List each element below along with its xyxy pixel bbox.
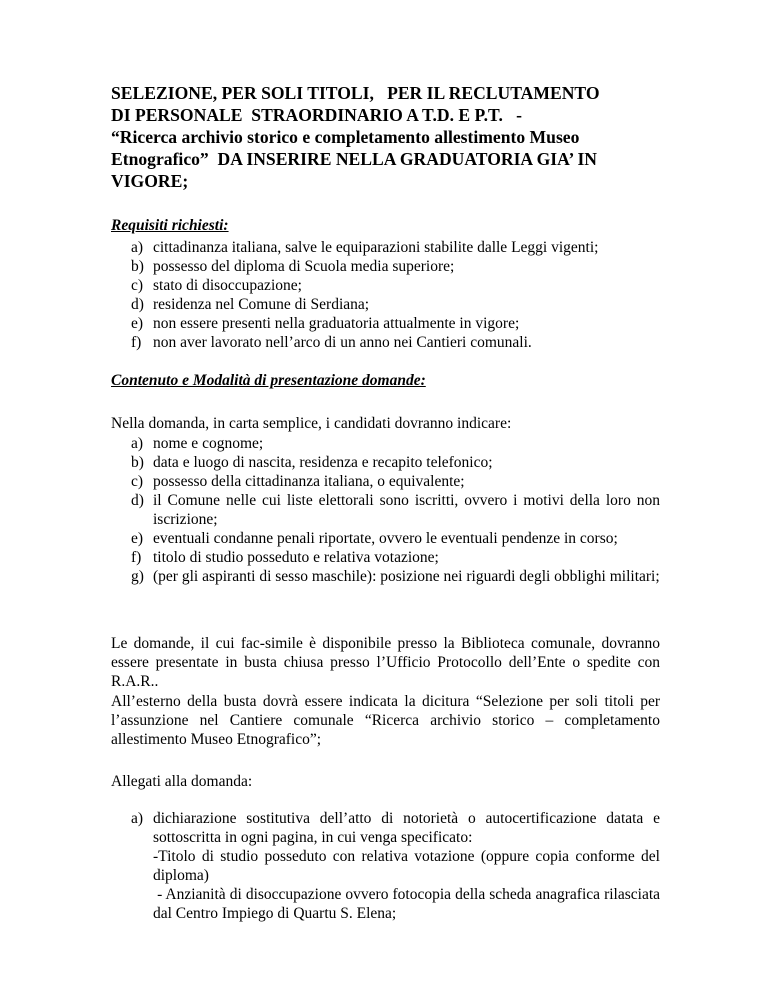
list-marker: d)	[131, 492, 144, 509]
list-item	[131, 276, 691, 295]
list-item-text: stato di disoccupazione;	[153, 277, 302, 294]
list-marker: b)	[131, 454, 144, 471]
list-item	[131, 472, 660, 491]
list-item	[131, 434, 660, 453]
list-marker: d)	[131, 296, 144, 313]
list-item-text: cittadinanza italiana, salve le equiparazioni stabilite dalle Leggi vigenti;	[153, 239, 599, 256]
requisiti-heading: Requisiti richiesti:	[111, 217, 229, 234]
list-item-text: (per gli aspiranti di sesso maschile): posizione nei riguardi degli obblighi militari;	[153, 568, 660, 585]
list-item	[131, 257, 691, 276]
list-item-text: titolo di studio posseduto e relativa votazione;	[153, 549, 439, 566]
list-item	[131, 453, 660, 472]
list-item	[131, 238, 691, 257]
list-marker: f)	[131, 334, 142, 351]
sub-item-titolo: -Titolo di studio posseduto con relativa votazione (oppure copia conforme del diploma)	[153, 848, 660, 884]
list-item-text: dichiarazione sostitutiva dell’atto di notorietà o autocertificazione datata e sottoscritta in ogni pagina, in cui venga specificato:	[153, 810, 660, 846]
list-marker: c)	[131, 473, 144, 490]
domande-intro: Nella domanda, in carta semplice, i candidati dovranno indicare:	[111, 415, 512, 432]
list-item	[131, 548, 660, 567]
list-item	[131, 333, 691, 352]
list-item-text: residenza nel Comune di Serdiana;	[153, 296, 370, 313]
list-item	[131, 809, 664, 923]
requisiti-list	[131, 238, 691, 352]
list-item-text: eventuali condanne penali riportate, ovvero le eventuali pendenze in corso;	[153, 530, 618, 547]
title-line: DI PERSONALE STRAORDINARIO A T.D. E P.T. -	[111, 105, 522, 125]
title-line: “Ricerca archivio storico e completamento allestimento Museo	[111, 127, 580, 147]
list-item	[131, 314, 691, 333]
list-item-text: non aver lavorato nell’arco di un anno nei Cantieri comunali.	[153, 334, 532, 351]
list-item	[131, 491, 660, 529]
list-marker: f)	[131, 549, 142, 566]
title-line: Etnografico” DA INSERIRE NELLA GRADUATORIA GIA’ IN	[111, 149, 597, 169]
allegati-list	[131, 809, 664, 923]
list-marker: c)	[131, 277, 144, 294]
list-item	[131, 567, 660, 586]
list-item	[131, 295, 691, 314]
list-item-text: il Comune nelle cui liste elettorali sono iscritti, ovvero i motivi della loro non iscrizione;	[153, 492, 660, 528]
allegati-intro: Allegati alla domanda:	[111, 773, 253, 790]
sub-item-anzianita: - Anzianità di disoccupazione ovvero fotocopia della scheda anagrafica rilasciata dal Centro Impiego di Quartu S. Elena;	[153, 886, 664, 922]
title-line: SELEZIONE, PER SOLI TITOLI, PER IL RECLUTAMENTO	[111, 83, 600, 103]
list-item	[131, 529, 660, 548]
domande-heading: Contenuto e Modalità di presentazione domande:	[111, 372, 426, 389]
list-item-text: possesso del diploma di Scuola media superiore;	[153, 258, 455, 275]
list-item-text: non essere presenti nella graduatoria attualmente in vigore;	[153, 315, 520, 332]
list-item-text: nome e cognome;	[153, 435, 264, 452]
list-marker: e)	[131, 315, 144, 332]
list-item-text: data e luogo di nascita, residenza e recapito telefonico;	[153, 454, 493, 471]
domande-list	[131, 434, 660, 586]
paragraph-presentazione: Le domande, il cui fac-simile è disponibile presso la Biblioteca comunale, dovranno essere presentate in busta chiusa presso l’Ufficio Protocollo dell’Ente o spedite con R.A.R..	[111, 635, 660, 690]
paragraph-dicitura: All’esterno della busta dovrà essere indicata la dicitura “Selezione per soli titoli per l’assunzione nel Cantiere comunale “Ricerca archivio storico – completamento allestimento Museo Etnografico”;	[111, 693, 660, 748]
list-marker: a)	[131, 435, 144, 452]
list-marker: b)	[131, 258, 144, 275]
list-marker: e)	[131, 530, 144, 547]
document-title	[111, 82, 671, 192]
list-marker: a)	[131, 239, 144, 256]
list-marker: a)	[131, 810, 144, 827]
list-item-text: possesso della cittadinanza italiana, o equivalente;	[153, 473, 465, 490]
list-marker: g)	[131, 568, 144, 585]
title-line: VIGORE;	[111, 171, 189, 191]
